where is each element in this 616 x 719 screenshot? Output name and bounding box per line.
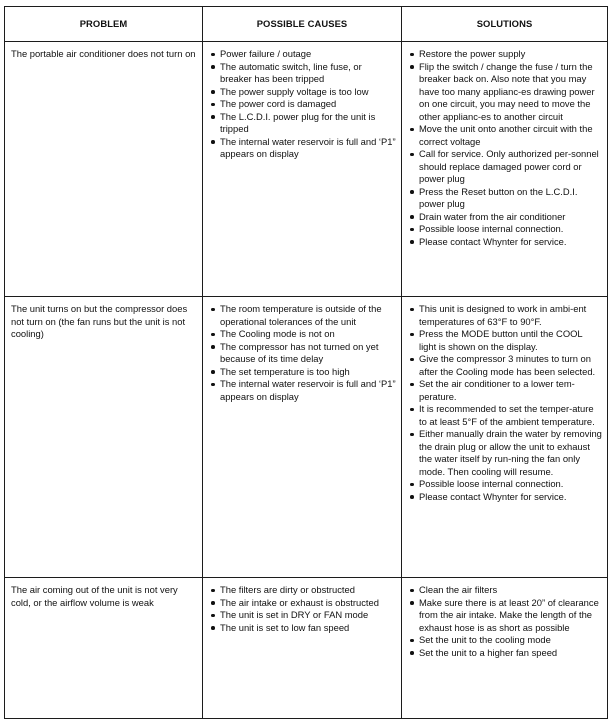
list-item: Set the unit to the cooling mode bbox=[408, 634, 602, 647]
list-item: Make sure there is at least 20” of clearance from the air intake. Make the length of the exhaust hose is as short as possible bbox=[408, 597, 602, 635]
list-item: Set the unit to a higher fan speed bbox=[408, 647, 602, 660]
list-item: Drain water from the air conditioner bbox=[408, 211, 602, 224]
list-item: The internal water reservoir is full and ‘P1” appears on display bbox=[209, 136, 396, 161]
causes-cell bbox=[203, 578, 402, 719]
list-item: Call for service. Only authorized per-sonnel should replace damaged power cord or power plug bbox=[408, 148, 602, 186]
solutions-cell bbox=[402, 297, 608, 578]
list-item: Press the Reset button on the L.C.D.I. power plug bbox=[408, 186, 602, 211]
list-item: Possible loose internal connection. bbox=[408, 223, 602, 236]
list-item: The power supply voltage is too low bbox=[209, 86, 396, 99]
list-item: Power failure / outage bbox=[209, 48, 396, 61]
header-solutions: SOLUTIONS bbox=[402, 7, 608, 42]
solutions-cell bbox=[402, 42, 608, 297]
table-row bbox=[5, 42, 608, 297]
causes-list bbox=[209, 584, 396, 634]
list-item: The room temperature is outside of the operational tolerances of the unit bbox=[209, 303, 396, 328]
problem-text: The unit turns on but the compressor does not turn on (the fan runs but the unit is not cooling) bbox=[11, 303, 188, 339]
list-item: The filters are dirty or obstructed bbox=[209, 584, 396, 597]
solutions-list bbox=[408, 303, 602, 503]
list-item: The automatic switch, line fuse, or breaker has been tripped bbox=[209, 61, 396, 86]
solutions-list bbox=[408, 584, 602, 659]
list-item: Restore the power supply bbox=[408, 48, 602, 61]
list-item: The unit is set to low fan speed bbox=[209, 622, 396, 635]
list-item: The set temperature is too high bbox=[209, 366, 396, 379]
list-item: The power cord is damaged bbox=[209, 98, 396, 111]
causes-cell bbox=[203, 42, 402, 297]
problem-text: The air coming out of the unit is not very cold, or the airflow volume is weak bbox=[11, 584, 178, 608]
list-item: The L.C.D.I. power plug for the unit is tripped bbox=[209, 111, 396, 136]
list-item: This unit is designed to work in ambi-ent temperatures of 63°F to 90°F. bbox=[408, 303, 602, 328]
list-item: The internal water reservoir is full and ‘P1” appears on display bbox=[209, 378, 396, 403]
causes-list bbox=[209, 48, 396, 161]
table-row bbox=[5, 297, 608, 578]
list-item: Set the air conditioner to a lower tem-perature. bbox=[408, 378, 602, 403]
list-item: Clean the air filters bbox=[408, 584, 602, 597]
header-possible-causes: POSSIBLE CAUSES bbox=[203, 7, 402, 42]
list-item: Press the MODE button until the COOL light is shown on the display. bbox=[408, 328, 602, 353]
problem-text: The portable air conditioner does not turn on bbox=[11, 48, 196, 59]
list-item: Either manually drain the water by removing the drain plug or allow the unit to exhaust the water itself by run-ning the fan only mode. Then cooling will resume. bbox=[408, 428, 602, 478]
solutions-list bbox=[408, 48, 602, 248]
list-item: The air intake or exhaust is obstructed bbox=[209, 597, 396, 610]
problem-cell bbox=[5, 578, 203, 719]
list-item: The Cooling mode is not on bbox=[209, 328, 396, 341]
list-item: The unit is set in DRY or FAN mode bbox=[209, 609, 396, 622]
list-item: Possible loose internal connection. bbox=[408, 478, 602, 491]
troubleshooting-table bbox=[4, 6, 608, 719]
problem-cell bbox=[5, 297, 203, 578]
problem-cell bbox=[5, 42, 203, 297]
list-item: It is recommended to set the temper-ature to at least 5°F of the ambient temperature. bbox=[408, 403, 602, 428]
header-row bbox=[5, 7, 608, 42]
solutions-cell bbox=[402, 578, 608, 719]
table-row bbox=[5, 578, 608, 719]
list-item: Move the unit onto another circuit with the correct voltage bbox=[408, 123, 602, 148]
list-item: Flip the switch / change the fuse / turn the breaker back on. Also note that you may have too many applianc-es drawing power on one circuit, you may need to move the other applianc-es to another circuit bbox=[408, 61, 602, 124]
causes-cell bbox=[203, 297, 402, 578]
causes-list bbox=[209, 303, 396, 403]
list-item: Give the compressor 3 minutes to turn on after the Cooling mode has been selected. bbox=[408, 353, 602, 378]
list-item: The compressor has not turned on yet because of its time delay bbox=[209, 341, 396, 366]
header-problem: PROBLEM bbox=[5, 7, 203, 42]
list-item: Please contact Whynter for service. bbox=[408, 491, 602, 504]
list-item: Please contact Whynter for service. bbox=[408, 236, 602, 249]
